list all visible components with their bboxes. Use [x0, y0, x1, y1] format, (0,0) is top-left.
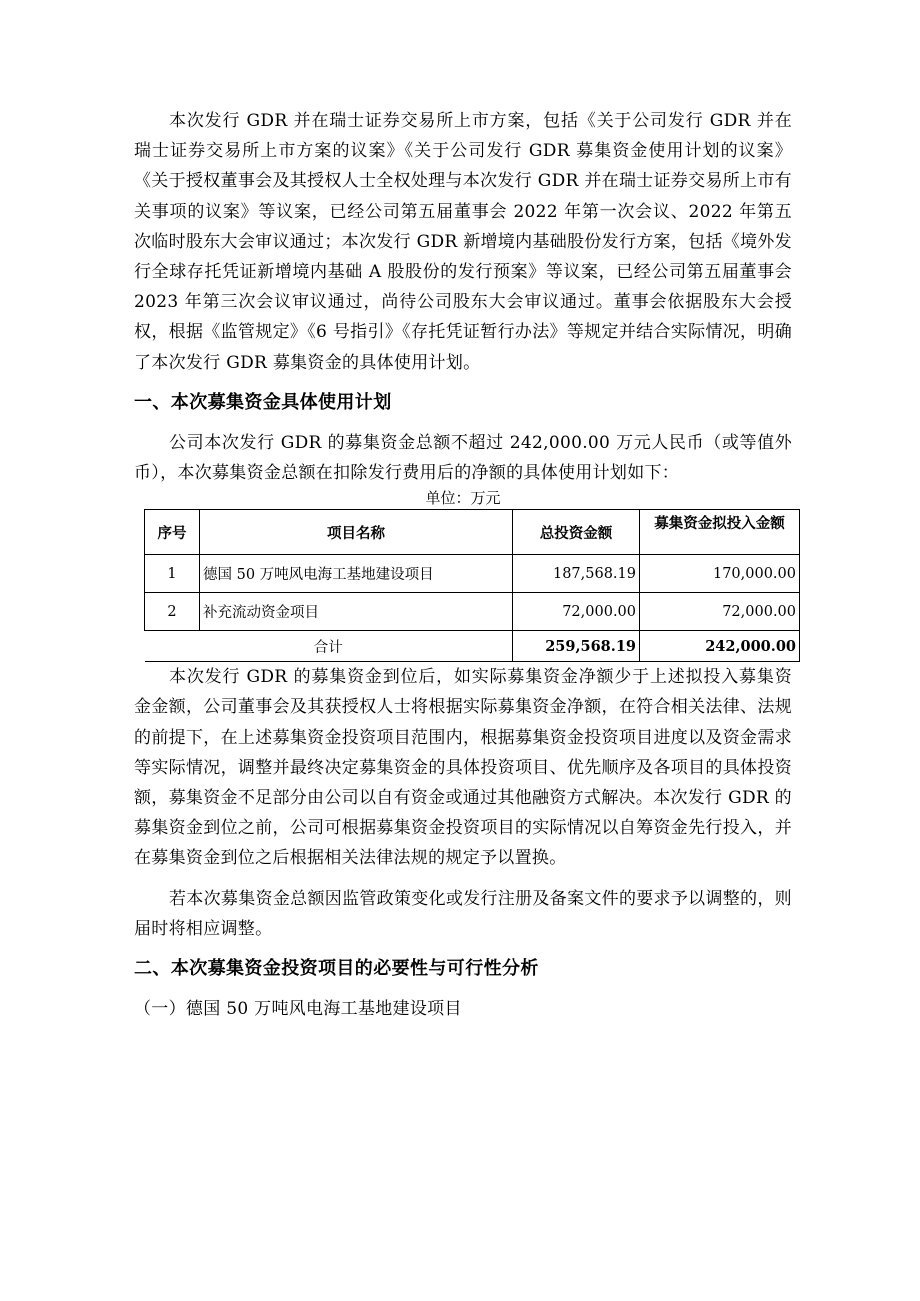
header-planned-investment: 募集资金拟投入金额: [640, 510, 800, 555]
row-planned-investment: 72,000.00: [640, 593, 800, 631]
table-total-row: [145, 631, 800, 662]
row-project-name: 补充流动资金项目: [200, 593, 513, 631]
total-label: 合计: [145, 631, 513, 662]
table-row: [145, 593, 800, 631]
section-2-heading: 二、本次募集资金投资项目的必要性与可行性分析: [134, 958, 539, 980]
header-total-investment: 总投资金额: [513, 510, 640, 555]
plan-intro-paragraph: 公司本次发行 GDR 的募集资金总额不超过 242,000.00 万元人民币（或等值外币），本次募集资金总额在扣除发行费用后的净额的具体使用计划如下：: [134, 432, 792, 484]
adjustment-paragraph: 若本次募集资金总额因监管政策变化或发行注册及备案文件的要求予以调整的，则届时将相应调整。: [134, 888, 792, 939]
intro-paragraph: 本次发行 GDR 并在瑞士证券交易所上市方案，包括《关于公司发行 GDR 并在瑞士证券交易所上市方案的议案》《关于公司发行 GDR 募集资金使用计划的议案》《关于授权董事会及其授权人士全权处理与本次发行 GDR 并在瑞士证券交易所上市有关事项的议案》等议案，已经公司第五届董事会 2022 年第一次会议、2022 年第五次临时股东大会审议通过；本次发行 GDR 新增境内基础股份发行方案，包括《境外发行全球存托凭证新增境内基础 A 股股份的发行预案》等议案，已经公司第五届董事会 2023 年第三次会议审议通过，尚待公司股东大会审议通过。董事会依据股东大会授权，根据《监管规定》《6 号指引》《存托凭证暂行办法》等规定并结合实际情况，明确了本次发行 GDR 募集资金的具体使用计划。: [134, 111, 792, 373]
subsection-1-heading: （一）德国 50 万吨风电海工基地建设项目: [134, 999, 462, 1020]
section-1-heading: 一、本次募集资金具体使用计划: [134, 391, 392, 413]
document-page: [134, 106, 796, 1024]
table-row: [145, 555, 800, 593]
table-unit-label: 单位：万元: [425, 489, 501, 508]
planned-investment-sum: 242,000.00: [640, 631, 800, 662]
row-project-name: 德国 50 万吨风电海工基地建设项目: [200, 555, 513, 593]
row-planned-investment: 170,000.00: [640, 555, 800, 593]
row-total-investment: 72,000.00: [513, 593, 640, 631]
header-project-name: 项目名称: [200, 510, 513, 555]
row-no: 1: [145, 555, 200, 593]
header-no: 序号: [145, 510, 200, 555]
fund-usage-table: [144, 509, 800, 662]
total-investment-sum: 259,568.19: [513, 631, 640, 662]
row-total-investment: 187,568.19: [513, 555, 640, 593]
after-table-paragraph: 本次发行 GDR 的募集资金到位后，如实际募集资金净额少于上述拟投入募集资金金额，公司董事会及其获授权人士将根据实际募集资金净额，在符合相关法律、法规的前提下，在上述募集资金投资项目范围内，根据募集资金投资项目进度以及资金需求等实际情况，调整并最终决定募集资金的具体投资项目、优先顺序及各项目的具体投资额，募集资金不足部分由公司以自有资金或通过其他融资方式解决。本次发行 GDR 的募集资金到位之前，公司可根据募集资金投资项目的实际情况以自筹资金先行投入，并在募集资金到位之后根据相关法律法规的规定予以置换。: [134, 667, 792, 869]
table-header-row: [145, 510, 800, 555]
row-no: 2: [145, 593, 200, 631]
